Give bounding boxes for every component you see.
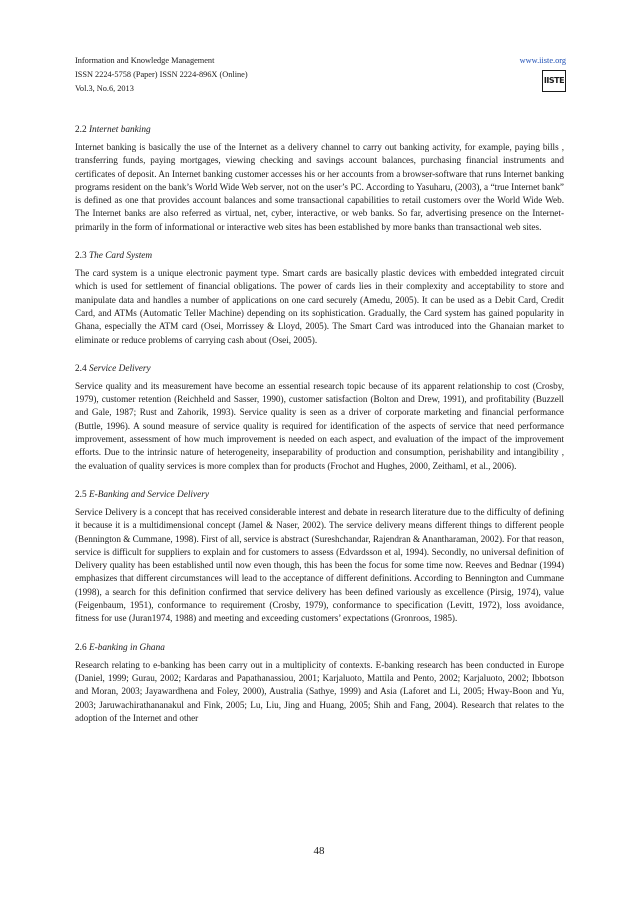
section-number: 2.4 [75, 363, 87, 374]
section-number: 2.3 [75, 251, 87, 262]
section-paragraph: Internet banking is basically the use of the Internet as a delivery channel to carry out banking activity, for example, paying bills , transferring funds, paying mortgages, viewing checking and savings account balances, purchasing financial instruments and certificates of deposit. An Internet banking customer accesses his or her accounts from a browser-software that runs Internet banking programs resident on the bank’s World Wide Web server, not on the user’s PC. According to Yasuharu, (2003), a “true Internet bank” is defined as one that provides account balances and some transactional capabilities to retail customers over the World Wide Web. The Internet banks are also referred as virtual, net, cyber, interactive, or web banks. So far, advertising presence on the Internet-primarily in the form of informational or interactive web sites has been established by more banks than transactional web sites. [75, 142, 564, 232]
journal-volume: Vol.3, No.6, 2013 [75, 84, 134, 93]
section-title: E-Banking and Service Delivery [88, 489, 209, 500]
journal-header [75, 54, 248, 96]
iiste-logo-icon: IISTE [542, 70, 566, 92]
section-heading [75, 489, 564, 502]
section-card-system [75, 250, 564, 347]
section-number: 2.2 [75, 125, 87, 135]
page-number: 48 [313, 845, 325, 857]
section-title: Service Delivery [88, 363, 151, 374]
section-heading [75, 363, 564, 376]
article-body [75, 124, 564, 741]
section-service-delivery [75, 363, 564, 473]
section-internet-banking [75, 124, 564, 234]
journal-name: Information and Knowledge Management [75, 56, 215, 65]
section-title: E-banking in Ghana [88, 642, 165, 653]
section-ebanking-ghana [75, 642, 564, 725]
section-paragraph: Research relating to e-banking has been carry out in a multiplicity of contexts. E-banking research has been conducted in Europe (Daniel, 1999; Gurau, 2002; Kardaras and Papathanassiou, 2001; Karjaluoto, Mattila and Pento, 2002; Karjaluoto, 2002; Ibbotson and Moran, 2003; Jayawardhena and Foley, 2000), Australia (Sathye, 1999) and Asia (Laforet and Li, 2005; Hway-Boon and Yu, 2003; Jaruwachirathananakul and Fink, 2005; Lu, Liu, Jing and Huang, 2005; Shih and Fang, 2004). Research that relates to the adoption of the Internet and other [75, 659, 564, 723]
section-title: The Card System [88, 251, 153, 262]
section-number: 2.5 [75, 489, 87, 500]
journal-url-link[interactable]: www.iiste.org [519, 56, 566, 65]
journal-issn: ISSN 2224-5758 (Paper) ISSN 2224-896X (Online) [75, 70, 248, 79]
section-title: Internet banking [88, 125, 151, 135]
section-ebanking-service-delivery [75, 489, 564, 626]
journal-header-right [520, 54, 566, 92]
section-paragraph: Service Delivery is a concept that has received considerable interest and debate in research literature due to the difficulty of defining it because it is a multidimensional concept (Jamel & Naser, 2002). The service delivery means different things to different people (Bennington & Cummane, 1998). First of all, service is abstract (Sureshchandar, Rajendran & Anantharaman, 2002). For that reason, service is difficult for suppliers to explain and for customers to assess (Edvardsson et al, 1994). Secondly, no universal definition of Delivery quality has been established until now even though, this has been the focus for some time now. Reeves and Bednar (1994) emphasizes that different circumstances will lead to the acceptance of different definitions. According to Bennington and Cummane (1998), a search for this definition confirmed that service delivery has been defined variously as excellence (Pirsig, 1974), value (Feigenbaum, 1951), conformance to requirement (Crosby, 1979), conformance to specification (Levitt, 1972), loss avoidance, fitness for use (Juran1974, 1988) and meeting and exceeding customers’ expectations (Gronroos, 1985). [75, 506, 564, 624]
section-heading [75, 250, 564, 263]
section-paragraph: The card system is a unique electronic payment type. Smart cards are basically plastic devices with embedded integrated circuit which is used for settlement of financial obligations. The power of cards lies in their complexity and acceptability to store and manipulate data and handles a number of applications on one card securely (Amedu, 2005). It can be used as a Debit Card, Credit Card, and ATMs (Automatic Teller Machine) depending on its sophistication. Gradually, the Card system has gained popularity in Ghana, especially the ATM card (Osei, Morrissey & Lloyd, 2005). The Smart Card was introduced into the Ghanaian market to eliminate or reduce problems of carrying cash about (Osei, 2005). [75, 268, 564, 345]
section-paragraph: Service quality and its measurement have become an essential research topic because of its apparent relationship to cost (Crosby, 1979), customer retention (Reichheld and Sasser, 1990), customer satisfaction (Bolton and Drew, 1991), and profitability (Buzzell and Gale, 1987; Rust and Zahorik, 1993). Service quality is seen as a driver of corporate marketing and financial performance (Buttle, 1996). A sound measure of service quality is required for identification of the aspects of service that need performance improvement, assessment of how much improvement is needed on each aspect, and evaluation of the impact of the improvement efforts. Due to the intrinsic nature of heterogeneity, inseparability of production and consumption, perishability and intangibility , the evaluation of quality services is more complex than for products (Frochot and Hughes, 2000, Zeithaml, et al., 2006). [75, 380, 564, 471]
section-heading [75, 124, 564, 137]
section-number: 2.6 [75, 642, 87, 653]
section-heading [75, 642, 564, 655]
